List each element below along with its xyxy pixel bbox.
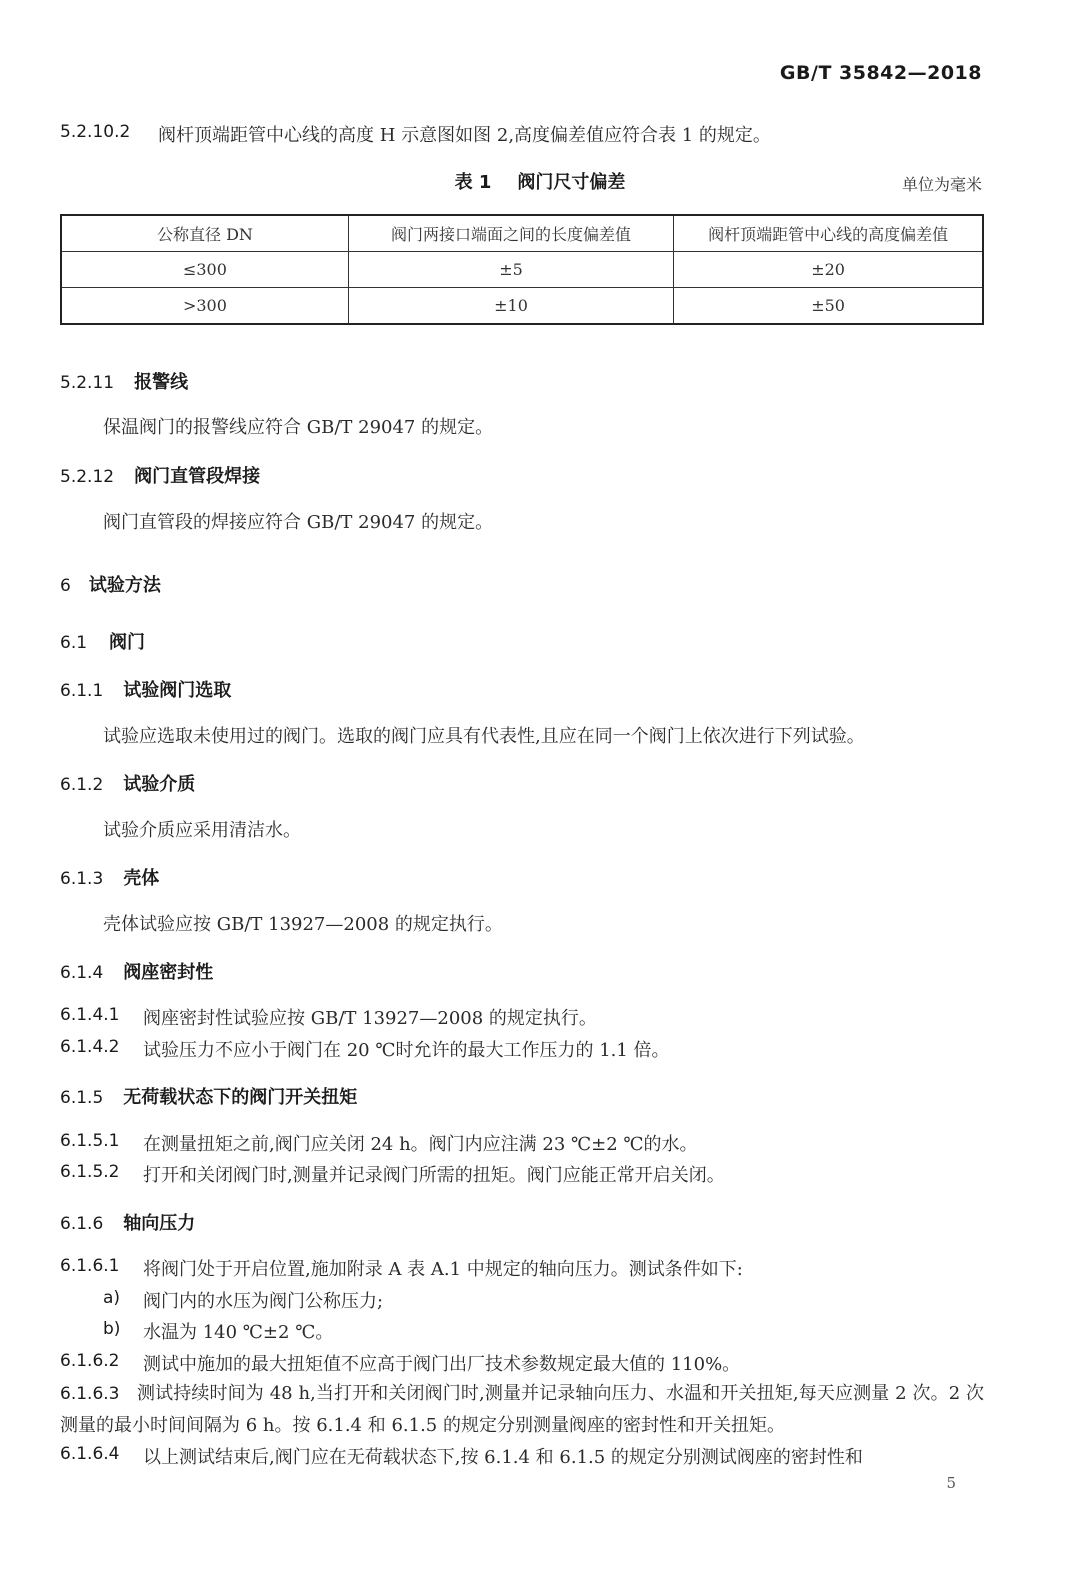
- table-header-cell: 阀杆顶端距管中心线的高度偏差值: [674, 215, 983, 252]
- section-number: 6.1.5: [60, 1088, 104, 1108]
- list-item-text: 水温为 140 ℃±2 ℃。: [143, 1322, 334, 1343]
- list-item-label: a): [103, 1288, 121, 1308]
- section-title: 轴向压力: [123, 1213, 196, 1234]
- clause-text: 打开和关闭阀门时,测量并记录阀门所需的扭矩。阀门应能正常开启关闭。: [143, 1165, 725, 1186]
- chapter-number: 6: [60, 576, 71, 596]
- section-number: 5.2.11: [60, 373, 115, 393]
- section-heading: [60, 676, 231, 702]
- clause-text: 阀杆顶端距管中心线的高度 H 示意图如图 2,高度偏差值应符合表 1 的规定。: [158, 125, 771, 146]
- paragraph: 试验应选取未使用过的阀门。选取的阀门应具有代表性,且应在同一个阀门上依次进行下列试验。: [103, 726, 865, 747]
- clause-number: 6.1.5.2: [60, 1162, 120, 1182]
- table-label: 表 1: [454, 172, 492, 193]
- paragraph: 壳体试验应按 GB/T 13927—2008 的规定执行。: [103, 914, 503, 935]
- section-number: 6.1.3: [60, 869, 104, 889]
- standard-number: GB/T 35842—2018: [779, 62, 982, 84]
- section-title: 壳体: [123, 868, 160, 889]
- clause-number: 6.1.4.2: [60, 1037, 120, 1057]
- clause-text: 测试持续时间为 48 h,当打开和关闭阀门时,测量并记录轴向压力、水温和开关扭矩,每天应测量 2 次。2 次测量的最小时间间隔为 6 h。按 6.1.4 和 6.1.5 的规定分别测量阀座的密封性和开关扭矩。: [60, 1383, 984, 1436]
- table-header-cell: 阀门两接口端面之间的长度偏差值: [348, 215, 673, 252]
- page-number: 5: [946, 1474, 956, 1492]
- table-cell: ≤300: [61, 252, 348, 288]
- clause-text: 将阀门处于开启位置,施加附录 A 表 A.1 中规定的轴向压力。测试条件如下:: [143, 1259, 743, 1280]
- section-title: 阀门: [109, 632, 146, 653]
- clause-text: 试验压力不应小于阀门在 20 ℃时允许的最大工作压力的 1.1 倍。: [143, 1040, 670, 1061]
- table-cell: ±10: [348, 288, 673, 325]
- clause-number: 6.1.4.1: [60, 1005, 120, 1025]
- list-item-label: b): [103, 1319, 121, 1339]
- clause-number: 6.1.6.4: [60, 1444, 120, 1464]
- section-heading: [60, 1209, 195, 1235]
- section-heading: [60, 958, 213, 984]
- section-heading: [60, 368, 188, 394]
- section-heading: [60, 462, 260, 488]
- table-row: [61, 252, 983, 288]
- chapter-heading: [60, 571, 161, 597]
- section-heading: [60, 1083, 357, 1109]
- deviation-table: [60, 214, 984, 325]
- clause-paragraph: [60, 1378, 984, 1441]
- section-title: 试验介质: [123, 774, 196, 795]
- clause-text: 在测量扭矩之前,阀门应关闭 24 h。阀门内应注满 23 ℃±2 ℃的水。: [143, 1134, 698, 1155]
- section-number: 6.1.4: [60, 963, 104, 983]
- table-cell: ±50: [674, 288, 983, 325]
- paragraph: 试验介质应采用清洁水。: [103, 820, 301, 841]
- table-header-row: [61, 215, 983, 252]
- clause-text: 测试中施加的最大扭矩值不应高于阀门出厂技术参数规定最大值的 110%。: [143, 1354, 741, 1375]
- table-unit: 单位为毫米: [901, 175, 982, 194]
- section-title: 阀门直管段焊接: [134, 466, 261, 487]
- list-item-text: 阀门内的水压为阀门公称压力;: [143, 1291, 384, 1312]
- section-number: 6.1.1: [60, 681, 104, 701]
- section-number: 5.2.12: [60, 467, 115, 487]
- clause-number: 6.1.5.1: [60, 1131, 120, 1151]
- section-number: 6.1: [60, 633, 88, 653]
- section-number: 6.1.6: [60, 1214, 104, 1234]
- table-row: [61, 288, 983, 325]
- section-title: 无荷载状态下的阀门开关扭矩: [123, 1087, 358, 1108]
- section-heading: [60, 628, 145, 654]
- table-cell: ±20: [674, 252, 983, 288]
- paragraph: 保温阀门的报警线应符合 GB/T 29047 的规定。: [103, 417, 494, 438]
- clause-text: 阀座密封性试验应按 GB/T 13927—2008 的规定执行。: [143, 1008, 597, 1029]
- section-heading: [60, 864, 159, 890]
- clause-number: 6.1.6.2: [60, 1351, 120, 1371]
- chapter-title: 试验方法: [88, 575, 161, 596]
- table-caption: 阀门尺寸偏差: [517, 172, 626, 193]
- clause-number: 6.1.6.1: [60, 1256, 120, 1276]
- paragraph: 阀门直管段的焊接应符合 GB/T 29047 的规定。: [103, 512, 494, 533]
- table-cell: ±5: [348, 252, 673, 288]
- section-title: 报警线: [134, 372, 189, 393]
- section-number: 6.1.2: [60, 775, 104, 795]
- section-title: 试验阀门选取: [123, 680, 232, 701]
- clause-text: 以上测试结束后,阀门应在无荷载状态下,按 6.1.4 和 6.1.5 的规定分别测试阀座的密封性和: [143, 1447, 863, 1468]
- table-cell: >300: [61, 288, 348, 325]
- clause-number: 5.2.10.2: [60, 122, 131, 142]
- clause-number: 6.1.6.3: [60, 1384, 120, 1404]
- section-title: 阀座密封性: [123, 962, 214, 983]
- table-header-cell: 公称直径 DN: [61, 215, 348, 252]
- section-heading: [60, 770, 195, 796]
